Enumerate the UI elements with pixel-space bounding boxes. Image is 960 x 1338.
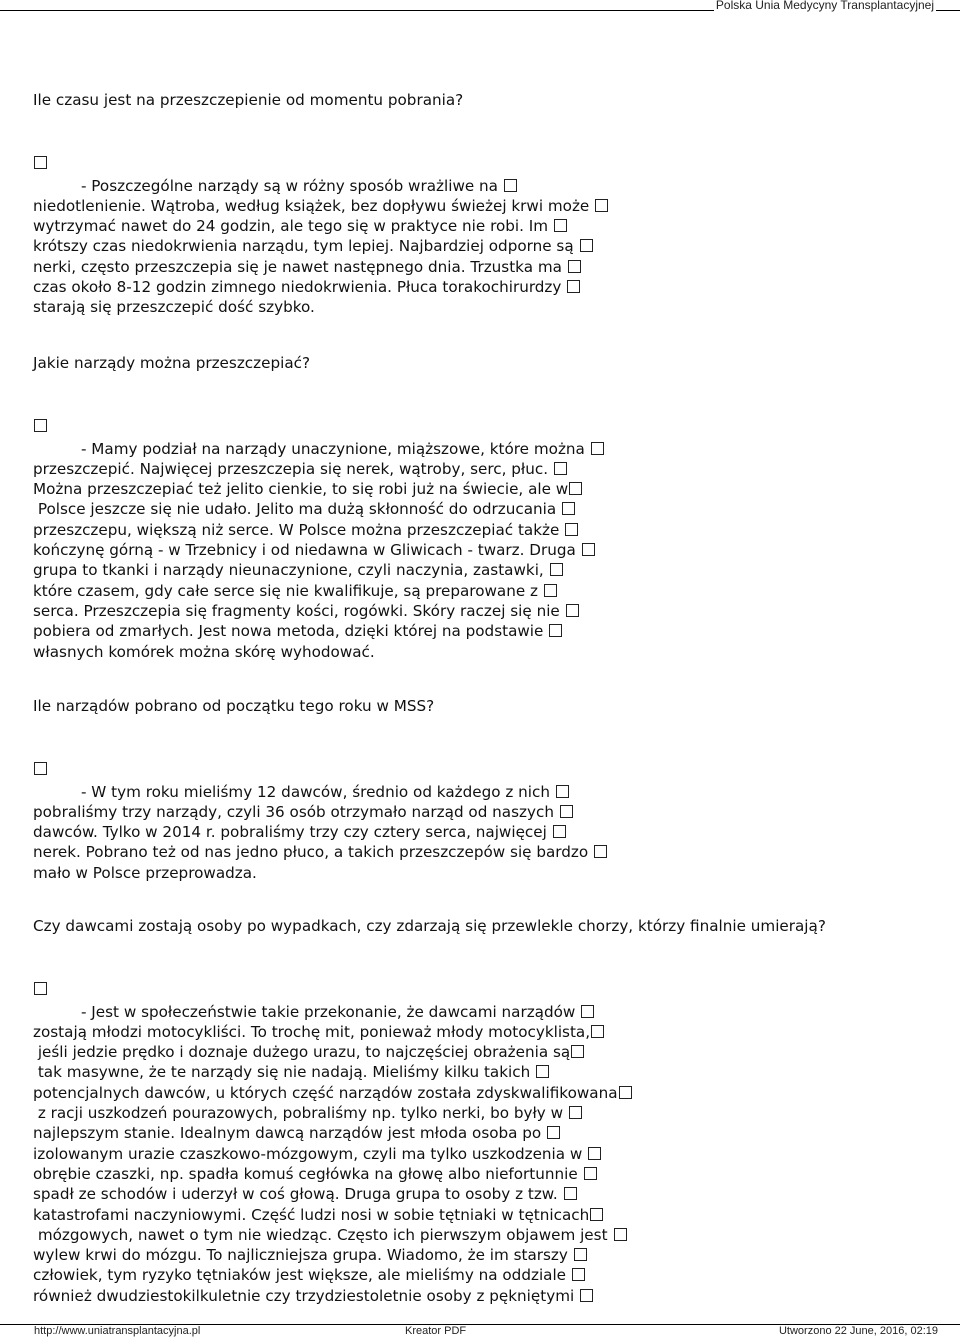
answer [33, 176, 608, 318]
answer-line [33, 277, 608, 297]
answer-line [33, 1002, 826, 1022]
missing-glyph-icon [34, 419, 47, 432]
missing-glyph-icon [556, 785, 569, 798]
answer-line-text: przeszczepu, większą niż serce. W Polsce można przeszczepiać także [33, 520, 560, 539]
answer-line-text: mało w Polsce przeprowadza. [33, 863, 257, 882]
missing-glyph-icon [571, 1045, 584, 1058]
box-marker-line [33, 416, 604, 436]
answer-line-text: przeszczepić. Najwięcej przeszczepia się nerek, wątroby, serc, płuc. [33, 459, 549, 478]
answer-line [33, 1225, 826, 1245]
answer-line [33, 1083, 826, 1103]
answer-line [33, 196, 608, 216]
answer-line [33, 601, 604, 621]
answer-line [33, 1062, 826, 1082]
missing-glyph-icon [588, 1147, 601, 1160]
qa-section [33, 916, 826, 1306]
missing-glyph-icon [554, 462, 567, 475]
missing-glyph-icon [564, 1187, 577, 1200]
missing-glyph-icon [554, 219, 567, 232]
missing-glyph-icon [504, 179, 517, 192]
missing-glyph-icon [568, 260, 581, 273]
answer-line-text: grupa to tkanki i narządy nieunaczynione, czyli naczynia, zastawki, [33, 561, 544, 580]
answer-line [33, 560, 604, 580]
answer-line-text: pobiera od zmarłych. Jest nowa metoda, dzięki której na podstawie [33, 622, 544, 641]
missing-glyph-icon [560, 805, 573, 818]
answer-line-text: - Mamy podział na narządy unaczynione, miąższowe, które można [81, 439, 585, 458]
answer-line-text: mózgowych, nawet o tym nie wiedząc. Często ich pierwszym objawem jest [33, 1225, 608, 1244]
missing-glyph-icon [553, 825, 566, 838]
answer-line-text: nerki, często przeszczepia się je nawet następnego dnia. Trzustka ma [33, 257, 562, 276]
missing-glyph-icon [569, 482, 582, 495]
missing-glyph-icon [34, 762, 47, 775]
missing-glyph-icon [34, 982, 47, 995]
answer-line [33, 642, 604, 662]
answer-line-text: Można przeszczepiać też jelito cienkie, to się robi już na świecie, ale w [33, 480, 569, 499]
missing-glyph-icon [550, 563, 563, 576]
answer-line-text: z racji uszkodzeń pourazowych, pobraliśmy np. tylko nerki, bo były w [33, 1104, 564, 1123]
question: Ile czasu jest na przeszczepienie od momentu pobrania? [33, 91, 464, 109]
answer-line-text: - W tym roku mieliśmy 12 dawców, średnio od każdego z nich [81, 782, 550, 801]
answer-line-text: dawców. Tylko w 2014 r. pobraliśmy trzy czy cztery serca, najwięcej [33, 823, 547, 842]
box-marker-line [33, 153, 608, 173]
answer-line [33, 297, 608, 317]
missing-glyph-icon [581, 1005, 594, 1018]
missing-glyph-icon [580, 239, 593, 252]
answer-line-text: Polsce jeszcze się nie udało. Jelito ma dużą skłonność do odrzucania [33, 500, 557, 519]
answer-line [33, 863, 607, 883]
answer-line [33, 1265, 826, 1285]
answer-line-text: izolowanym urazie czaszkowo-mózgowym, czyli ma tylko uszkodzenia w [33, 1144, 583, 1163]
answer-line-text: spadł ze schodów i uderzył w coś głową. Druga grupa to osoby z tzw. [33, 1185, 558, 1204]
answer-line [33, 822, 607, 842]
missing-glyph-icon [549, 624, 562, 637]
answer-line-text: również dwudziestokilkuletnie czy trzydziestoletnie osoby z pękniętymi [33, 1286, 575, 1305]
answer-line-text: czas około 8-12 godzin zimnego niedokrwienia. Płuca torakochirurdzy [33, 278, 562, 297]
missing-glyph-icon [566, 604, 579, 617]
missing-glyph-icon [582, 543, 595, 556]
answer-line [33, 1042, 826, 1062]
answer-line [33, 540, 604, 560]
answer-line [33, 1184, 826, 1204]
answer-line-text: serca. Przeszczepia się fragmenty kości, rogówki. Skóry raczej się nie [33, 601, 560, 620]
missing-glyph-icon [595, 199, 608, 212]
missing-glyph-icon [544, 584, 557, 597]
answer-line-text: krótszy czas niedokrwienia narządu, tym lepiej. Najbardziej odporne są [33, 237, 574, 256]
answer-line-text: pobraliśmy trzy narządy, czyli 36 osób otrzymało narząd od naszych [33, 802, 554, 821]
answer-line-text: najlepszym stanie. Idealnym dawcą narządów jest młoda osoba po [33, 1124, 542, 1143]
answer-line [33, 621, 604, 641]
missing-glyph-icon [565, 523, 578, 536]
header-title: Polska Unia Medycyny Transplantacyjnej [715, 0, 934, 12]
missing-glyph-icon [614, 1228, 627, 1241]
answer-line-text: zostają młodzi motocykliści. To trochę mit, ponieważ młody motocyklista, [33, 1022, 591, 1041]
footer-date: Utworzono 22 June, 2016, 02:19 [778, 1325, 938, 1337]
answer-line-text: własnych komórek można skórę wyhodować. [33, 642, 375, 661]
missing-glyph-icon [590, 1208, 603, 1221]
answer-line-text: tak masywne, że te narządy się nie nadają. Mieliśmy kilku takich [33, 1063, 531, 1082]
missing-glyph-icon [572, 1268, 585, 1281]
missing-glyph-icon [584, 1167, 597, 1180]
missing-glyph-icon [580, 1289, 593, 1302]
missing-glyph-icon [574, 1248, 587, 1261]
answer-line [33, 520, 604, 540]
answer-line [33, 1205, 826, 1225]
answer [33, 1002, 826, 1306]
footer-url: http://www.uniatransplantacyjna.pl [34, 1325, 201, 1337]
missing-glyph-icon [591, 1025, 604, 1038]
answer-line [33, 1245, 826, 1265]
answer-line [33, 1144, 826, 1164]
missing-glyph-icon [591, 442, 604, 455]
box-marker-line [33, 979, 826, 999]
answer-line [33, 581, 604, 601]
answer-line-text: obrębie czaszki, np. spadła komuś cegłówka na głowę albo niefortunnie [33, 1164, 578, 1183]
answer-line [33, 439, 604, 459]
answer-line-text: które czasem, gdy całe serce się nie kwalifikuje, są preparowane z [33, 581, 538, 600]
answer-line-text: katastrofami naczyniowymi. Część ludzi nosi w sobie tętniaki w tętnicach [33, 1205, 590, 1224]
answer-line-text: starają się przeszczepić dość szybko. [33, 298, 315, 317]
answer-line-text: - Poszczególne narządy są w różny sposób wrażliwe na [81, 176, 498, 195]
answer [33, 782, 607, 883]
missing-glyph-icon [562, 502, 575, 515]
answer-line [33, 1286, 826, 1306]
box-marker-line [33, 759, 607, 779]
qa-section [33, 353, 604, 662]
qa-section [33, 90, 608, 318]
answer-line [33, 842, 607, 862]
answer-line-text: nerek. Pobrano też od nas jedno płuco, a takich przeszczepów się bardzo [33, 843, 589, 862]
answer-line-text: wytrzymać nawet do 24 godzin, ale tego się w praktyce nie robi. Im [33, 217, 549, 236]
answer-line [33, 499, 604, 519]
answer-line-text: potencjalnych dawców, u których część narządów została zdyskwalifikowana [33, 1083, 618, 1102]
answer-line [33, 236, 608, 256]
answer-line [33, 216, 608, 236]
answer-line [33, 802, 607, 822]
answer-line-text: jeśli jedzie prędko i doznaje dużego urazu, to najczęściej obrażenia są [33, 1043, 571, 1062]
qa-section [33, 696, 607, 883]
answer [33, 439, 604, 662]
missing-glyph-icon [536, 1065, 549, 1078]
question: Ile narządów pobrano od początku tego roku w MSS? [33, 697, 435, 715]
answer-line [33, 782, 607, 802]
answer-line [33, 1103, 826, 1123]
answer-line [33, 257, 608, 277]
answer-line-text: człowiek, tym ryzyko tętniaków jest większe, ale mieliśmy na oddziale [33, 1266, 567, 1285]
answer-line [33, 459, 604, 479]
footer-creator: Kreator PDF [405, 1325, 467, 1337]
missing-glyph-icon [567, 280, 580, 293]
missing-glyph-icon [594, 845, 607, 858]
answer-line-text: - Jest w społeczeństwie takie przekonanie, że dawcami narządów [81, 1002, 576, 1021]
answer-line-text: niedotlenienie. Wątroba, według książek, bez dopływu świeżej krwi może [33, 196, 590, 215]
answer-line [33, 1164, 826, 1184]
missing-glyph-icon [619, 1086, 632, 1099]
answer-line-text: wylew krwi do mózgu. To najliczniejsza grupa. Wiadomo, że im starszy [33, 1246, 568, 1265]
answer-line [33, 1123, 826, 1143]
answer-line [33, 176, 608, 196]
answer-line-text: kończynę górną - w Trzebnicy i od niedawna w Gliwicach - twarz. Druga [33, 541, 576, 560]
answer-line [33, 1022, 826, 1042]
question: Czy dawcami zostają osoby po wypadkach, czy zdarzają się przewlekle chorzy, którzy finalnie umierają? [33, 917, 826, 935]
missing-glyph-icon [547, 1126, 560, 1139]
question: Jakie narządy można przeszczepiać? [33, 354, 311, 372]
missing-glyph-icon [34, 156, 47, 169]
answer-line [33, 479, 604, 499]
missing-glyph-icon [569, 1106, 582, 1119]
